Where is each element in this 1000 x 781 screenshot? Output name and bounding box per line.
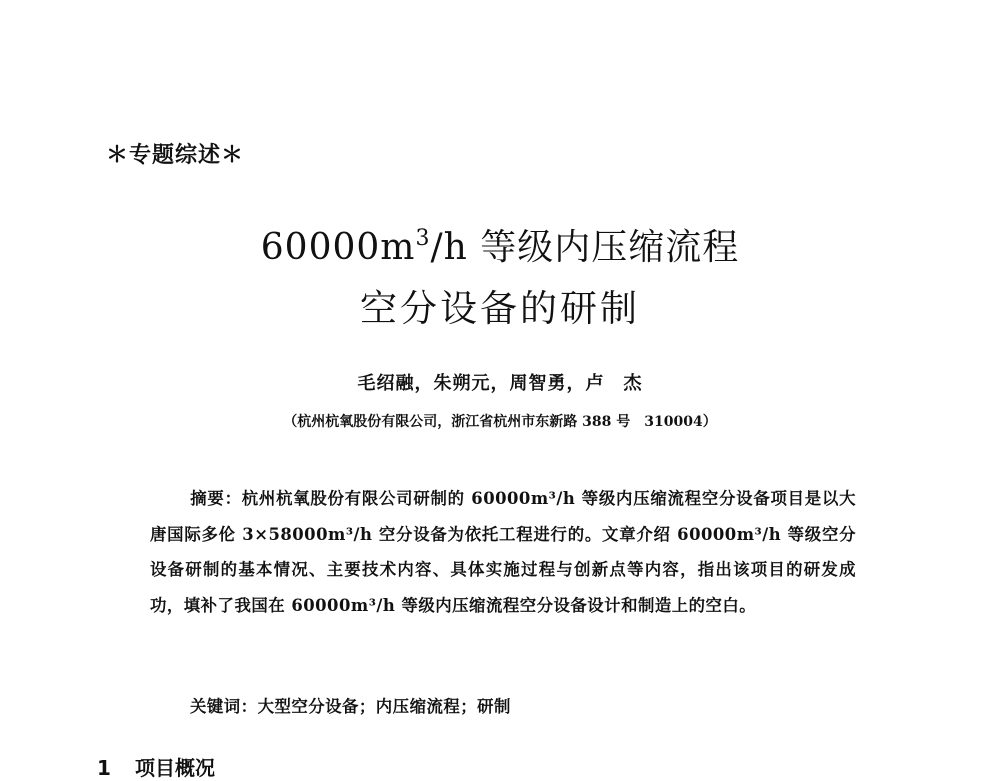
title-superscript: 3 — [415, 226, 431, 251]
section-tag: ＊专题综述＊ — [106, 143, 245, 168]
abstract — [150, 481, 856, 624]
keywords-text: 大型空分设备；内压缩流程；研制 — [257, 697, 511, 716]
section-1-heading — [97, 752, 215, 781]
section-1-number: 1 — [97, 756, 111, 780]
authors: 毛绍融，朱朔元，周智勇，卢 杰 — [357, 373, 643, 394]
abstract-label: 摘要： — [190, 489, 242, 508]
abstract-text: 杭州杭氧股份有限公司研制的 60000m³/h 等级内压缩流程空分设备项目是以大唐国际多伦 3×58000m³/h 空分设备为依托工程进行的。文章介绍 60000m³/h 等级空分设备研制的基本情况、主要技术内容、具体实施过程与创新点等内容，指出该项目的研发成功，填补了我国在 60000m³/h 等级内压缩流程空分设备设计和制造上的空白。 — [150, 489, 857, 616]
paper-title-line2: 空分设备的研制 — [360, 287, 640, 330]
section-1-title: 项目概况 — [135, 756, 215, 780]
keywords — [190, 693, 511, 717]
paper-title-line1 — [0, 226, 1000, 268]
affiliation: （杭州杭氧股份有限公司，浙江省杭州市东新路 388 号 310004） — [283, 414, 717, 430]
keywords-label: 关键词： — [190, 697, 258, 716]
title-suffix: /h 等级内压缩流程 — [430, 227, 740, 268]
title-prefix: 60000m — [260, 227, 416, 268]
